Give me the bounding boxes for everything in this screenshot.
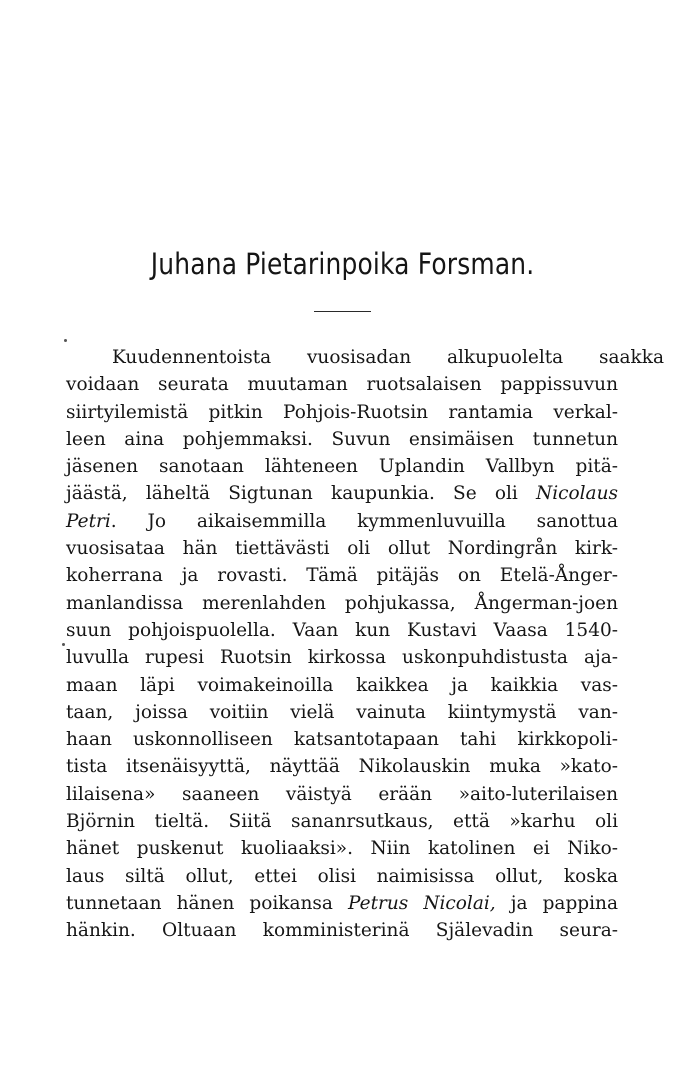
text-line: leen aina pohjemmaksi. Suvun ensimäisen tunnetun — [66, 428, 618, 450]
title-rule — [314, 311, 371, 312]
text-segment: ja pappina — [495, 892, 618, 914]
text-line: Kuudennentoista vuosisadan alkupuolelta saakka — [112, 347, 664, 368]
text-line: koherrana ja rovasti. Tämä pitäjäs on Etelä-Ånger- — [66, 565, 618, 587]
italic-name: Petrus Nicolai, — [348, 892, 496, 914]
text-line: maan läpi voimakeinoilla kaikkea ja kaikkia vas- — [66, 674, 618, 696]
text-line: siirtyilemistä pitkin Pohjois-Ruotsin rantamia verkal- — [66, 401, 618, 423]
text-line: jäsenen sanotaan lähteneen Uplandin Vallbyn pitä- — [66, 456, 618, 478]
text-line: voidaan seurata muutaman ruotsalaisen pappissuvun — [66, 374, 618, 396]
text-segment: tunnetaan hänen poikansa — [66, 892, 349, 914]
text-line: hänet puskenut kuoliaaksi». Niin katolinen ei Niko- — [66, 838, 618, 860]
text-line: taan, joissa voitiin vielä vainuta kiintymystä van- — [66, 701, 618, 723]
text-segment: jäästä, läheltä Sigtunan kaupunkia. Se oli — [66, 483, 537, 505]
text-line: laus siltä ollut, ettei olisi naimisissa ollut, koska — [66, 865, 618, 887]
text-line: Björnin tieltä. Siitä sananrsutkaus, että »karhu oli — [66, 811, 618, 833]
text-line: haan uskonnolliseen katsantotapaan tahi kirkkopoli- — [66, 729, 618, 751]
text-line: suun pohjoispuolella. Vaan kun Kustavi Vaasa 1540- — [66, 619, 618, 641]
chapter-title: Juhana Pietarinpoika Forsman. — [150, 247, 535, 281]
body-paragraph — [66, 344, 664, 945]
text-line: luvulla rupesi Ruotsin kirkossa uskonpuhdistusta aja- — [66, 647, 618, 669]
text-line: lilaisena» saaneen väistyä erään »aito-luterilaisen — [66, 783, 618, 805]
text-line: tista itsenäisyyttä, näyttää Nikolauskin muka »kato- — [66, 756, 618, 778]
text-line — [66, 508, 618, 535]
text-line: hänkin. Oltuaan komministerinä Själevadin seura- — [66, 920, 618, 942]
paper-speck — [62, 643, 65, 646]
text-segment: . Jo aikaisemmilla kymmenluvuilla sanottua — [110, 510, 618, 532]
text-line — [66, 480, 618, 507]
text-line: vuosisataa hän tiettävästi oli ollut Nordingrån kirk- — [66, 538, 618, 560]
text-line — [66, 890, 618, 917]
italic-name: Nicolaus — [536, 483, 618, 505]
italic-name: Petri — [66, 510, 111, 532]
paper-speck — [64, 339, 67, 342]
text-line: manlandissa merenlahden pohjukassa, Ångerman-joen — [66, 592, 618, 614]
